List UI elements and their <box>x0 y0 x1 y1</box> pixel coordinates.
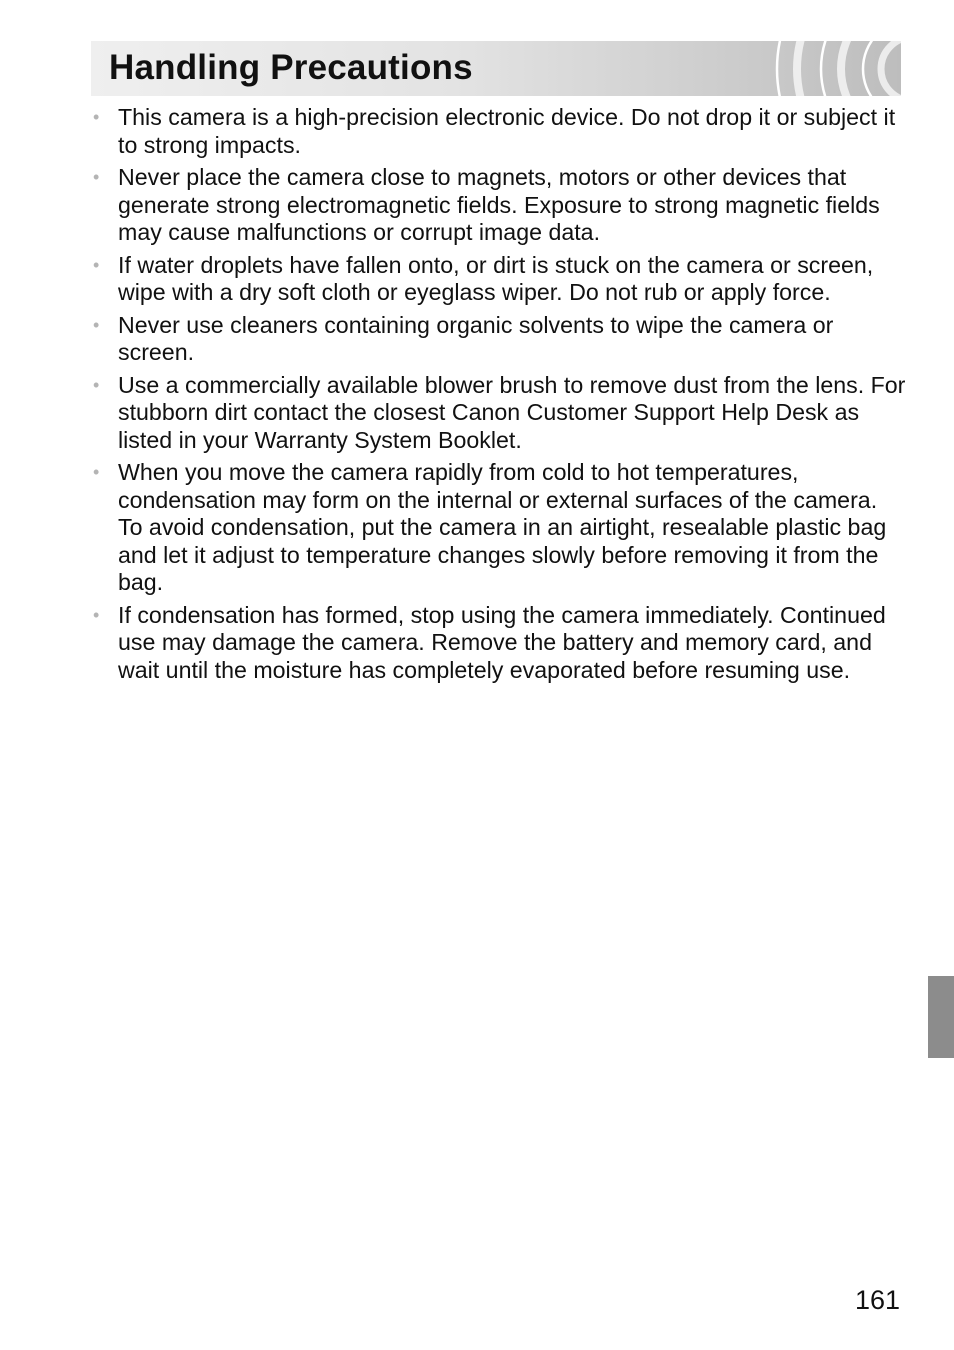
list-item <box>91 372 907 455</box>
list-item <box>91 602 907 685</box>
list-item-text: Use a commercially available blower brush to remove dust from the lens. For stubborn dirt contact the closest Canon Customer Support Help Desk as listed in your Warranty System Booklet. <box>118 371 906 453</box>
list-item <box>91 312 907 367</box>
list-item-text: If condensation has formed, stop using the camera immediately. Continued use may damage the camera. Remove the battery and memory card, and wait until the moisture has completely evaporated before resuming use. <box>118 601 886 683</box>
list-item <box>91 164 907 247</box>
decorative-rings-icon <box>771 41 901 96</box>
bullet-icon: • <box>93 167 100 187</box>
bullet-icon: • <box>93 604 100 625</box>
page-title: Handling Precautions <box>109 48 473 87</box>
list-item-text: Never use cleaners containing organic solvents to wipe the camera or screen. <box>118 311 834 365</box>
section-side-tab <box>928 976 954 1058</box>
list-item-text: When you move the camera rapidly from cold to hot temperatures, condensation may form on the internal or external surfaces of the camera. To avoid condensation, put the camera in an airtight, resealable plastic bag and let it adjust to temperature changes slowly before removing it from the bag. <box>118 459 887 595</box>
list-item-text: If water droplets have fallen onto, or dirt is stuck on the camera or screen, wipe with a dry soft cloth or eyeglass wiper. Do not rub or apply force. <box>118 251 874 305</box>
list-item <box>91 104 907 159</box>
bullet-icon: • <box>93 107 100 127</box>
page-number: 161 <box>854 1285 900 1315</box>
list-item <box>91 459 907 597</box>
title-bar <box>91 41 901 96</box>
list-item-text: Never place the camera close to magnets, motors or other devices that generate strong electromagnetic fields. Exposure to strong magnetic fields may cause malfunctions or corrupt image data. <box>118 164 880 245</box>
bullet-icon: • <box>93 374 100 395</box>
bullet-icon: • <box>93 254 100 275</box>
bullet-icon: • <box>93 314 100 335</box>
list-item-text: This camera is a high-precision electronic device. Do not drop it or subject it to strong impacts. <box>118 104 896 158</box>
list-item <box>91 252 907 307</box>
bullet-icon: • <box>93 462 100 482</box>
precautions-list <box>91 104 907 689</box>
